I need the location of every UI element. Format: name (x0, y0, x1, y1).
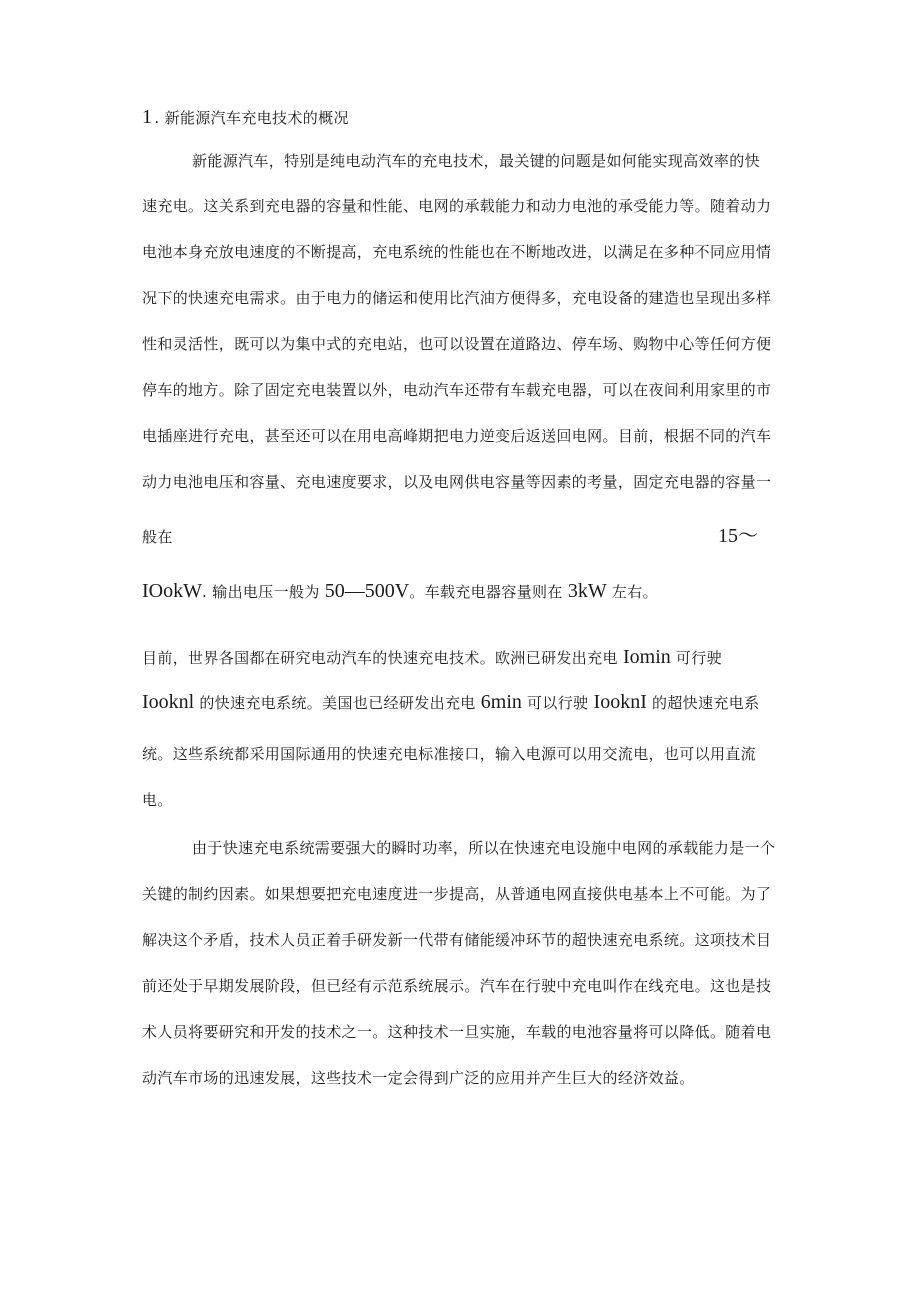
europe-charge-time: Iomin (622, 646, 671, 668)
p3-line-5: 术人员将要研究和开发的技术之一。这种技术一旦实施，车载的电池容量将可以降低。随着电 (142, 1023, 772, 1041)
power-range-end: IOokW (142, 580, 202, 602)
p2-line-2-text-3: 的超快速充电系 (646, 694, 760, 712)
p2-line-2-text-1: 的快速充电系统。美国也已经研发出充电 (194, 694, 481, 712)
p1-line-7: 电插座进行充电，甚至还可以在用电高峰期把电力逆变后返送回电网。目前，根据不同的汽车 (142, 427, 772, 445)
p1-line-9-right: 15～ (718, 525, 758, 547)
p1-line-6: 停车的地方。除了固定充电装置以外，电动汽车还带有车载充电器，可以在夜间利用家里的市 (142, 381, 772, 399)
onboard-charger-capacity: 3kW (567, 580, 607, 602)
p2-line-1-text-1: 目前，世界各国都在研究电动汽车的快速充电技术。欧洲已研发出充电 (142, 649, 623, 667)
section-heading (142, 107, 349, 128)
p2-line-3: 统。这些系统都采用国际通用的快速充电标准接口，输入电源可以用交流电，也可以用直流 (142, 745, 757, 763)
p3-line-1: 由于快速充电系统需要强大的瞬时功率，所以在快速充电设施中电网的承载能力是一个 (192, 839, 776, 857)
usa-charge-time: 6min (480, 691, 522, 713)
p3-line-3: 解决这个矛盾，技术人员正着手研发新一代带有储能缓冲环节的超快速充电系统。这项技术目 (142, 931, 772, 949)
p2-line-1 (142, 647, 722, 668)
p1-line-1: 新能源汽车，特别是纯电动汽车的充电技术，最关键的问题是如何能实现高效率的快 (192, 152, 760, 170)
p2-line-4: 电。 (142, 791, 173, 809)
heading-number: 1 (142, 106, 153, 128)
p1-line-10-text-1: . 输出电压一般为 (201, 583, 325, 601)
p1-line-10 (142, 581, 658, 602)
p2-line-2 (142, 692, 759, 713)
p1-line-9-left: 般在 (142, 528, 173, 546)
usa-range: IooknI (593, 691, 647, 713)
p1-line-10-text-3: 左右。 (606, 583, 658, 601)
p3-line-6: 动汽车市场的迅速发展，这些技术一定会得到广泛的应用并产生巨大的经济效益。 (142, 1069, 695, 1087)
p1-line-5: 性和灵活性，既可以为集中式的充电站，也可以设置在道路边、停车场、购物中心等任何方便 (142, 335, 772, 353)
p3-line-2: 关键的制约因素。如果想要把充电速度进一步提高，从普通电网直接供电基本上不可能。为了 (142, 885, 772, 903)
p1-line-10-text-2: 。车载充电器容量则在 (409, 583, 568, 601)
p1-line-2: 速充电。这关系到充电器的容量和性能、电网的承载能力和动力电池的承受能力等。随着动力 (142, 197, 772, 215)
heading-title: . 新能源汽车充电技术的概况 (154, 109, 349, 127)
p2-line-1-text-2: 可行驶 (670, 649, 722, 667)
p3-line-4: 前还处于早期发展阶段，但已经有示范系统展示。汽车在行驶中充电叫作在线充电。这也是技 (142, 977, 772, 995)
p2-line-2-text-2: 可以行驶 (521, 694, 594, 712)
p1-line-8: 动力电池电压和容量、充电速度要求，以及电网供电容量等因素的考量，固定充电器的容量一 (142, 473, 772, 491)
p1-line-3: 电池本身充放电速度的不断提高，充电系统的性能也在不断地改进，以满足在多种不同应用情 (142, 243, 772, 261)
europe-range: Iooknl (142, 691, 195, 713)
output-voltage-range: 50—500V (324, 580, 410, 602)
p1-line-4: 况下的快速充电需求。由于电力的储运和使用比汽油方便得多，充电设备的建造也呈现出多样 (142, 289, 772, 307)
